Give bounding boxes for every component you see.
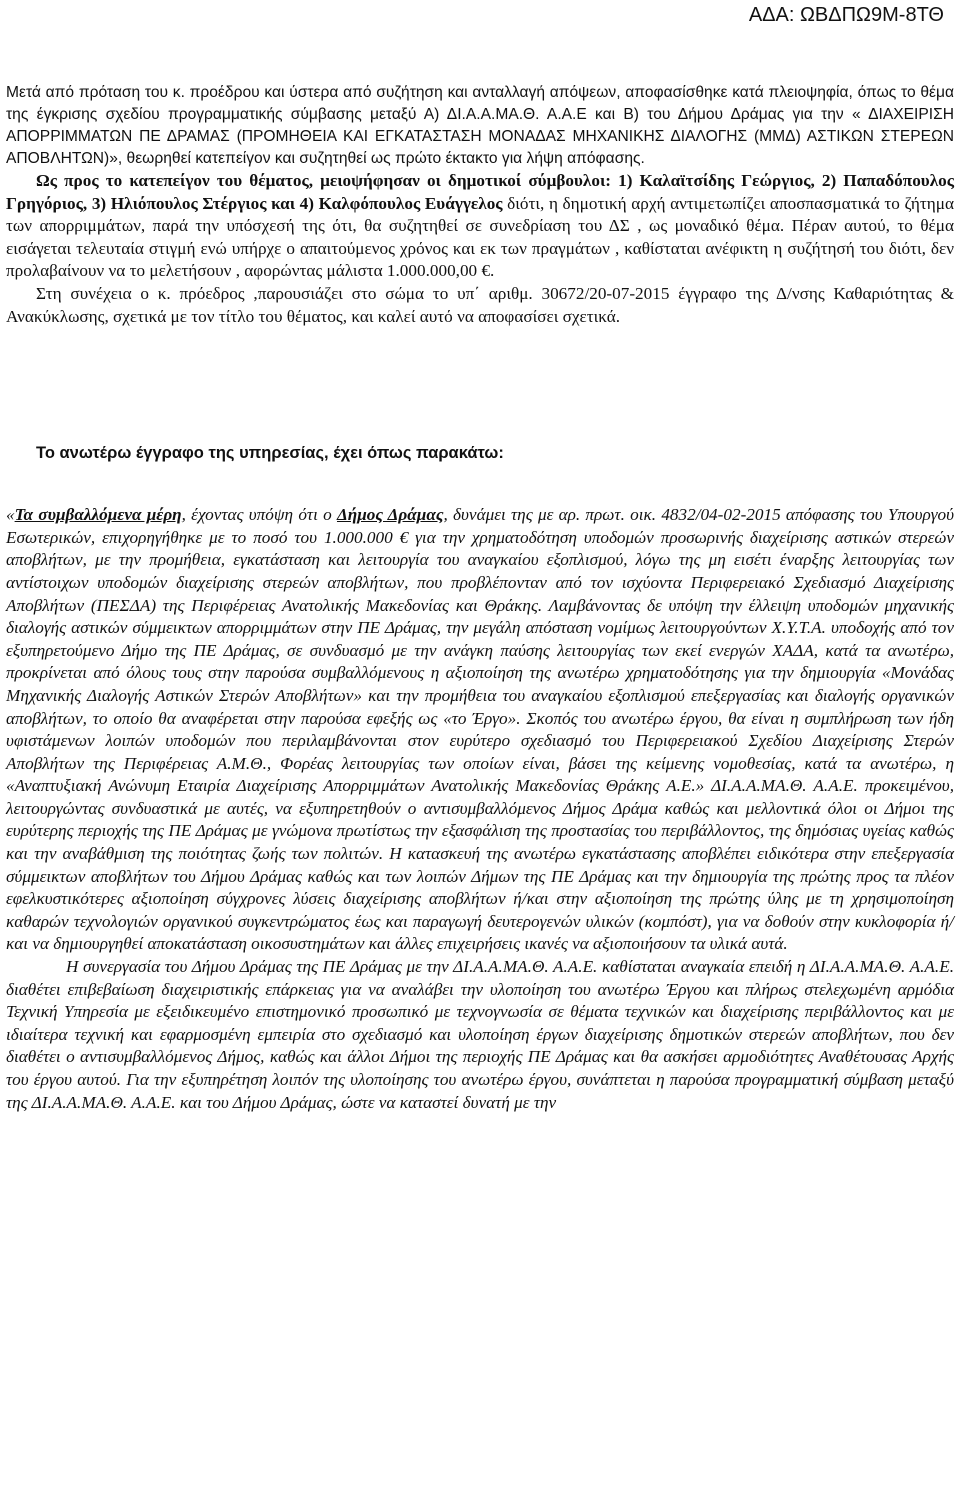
urgency-bold-text: Ως προς το κατεπείγον του θέματος, μειοψήφησαν οι δημοτικοί σύμβουλοι: 1) Καλαϊτσίδης Γεώργιος, 2) Παπαδόπουλος Γρηγόριος, 3) Ηλιόπουλος Στέργιος και 4) Καλφόπουλος Ευάγγελος xyxy=(6,171,954,213)
agreement-paragraph-1 xyxy=(6,504,954,956)
agreement-paragraph-2: Η συνεργασία του Δήμου Δράμας της ΠΕ Δράμας με την ΔΙ.Α.Α.ΜΑ.Θ. Α.Α.Ε. καθίσταται αναγκαία επειδή η ΔΙ.Α.Α.ΜΑ.Θ. Α.Α.Ε. διαθέτει επιβεβαίωση διαχειριστικής επάρκειας για να αναλάβει την υλοποίηση του ανωτέρω Έργου και πλήρως στελεχωμένη αρμόδια Τεχνική Υπηρεσία με εξειδικευμένο επιστημονικό προσωπικό με τεχνογνωσία σε θέματα τεχνικών και διαχείρισης περιβάλλοντος και με ιδιαίτερα τεχνική και εφαρμοσμένη εμπειρία στο σχεδιασμό και υλοποίηση έργων διαχείρισης δημοτικών στερεών αποβλήτων, που δεν διαθέτει ο αντισυμβαλλόμενος Δήμος, καθώς και άλλοι Δήμοι της περιοχής ΠΕ Δράμας και θα ασκήσει αρμοδιότητες Αναθέτουσας Αρχής του έργου αυτού. Για την εξυπηρέτηση λοιπόν της υλοποίησης του ανωτέρω έργου, συνάπτεται η παρούσα προγραμματική σύμβαση μεταξύ της ΔΙ.Α.Α.ΜΑ.Θ. Α.Α.Ε. και του Δήμου Δράμας, ώστε να καταστεί δυνατή με την xyxy=(6,957,954,1112)
intro-paragraph: Μετά από πρόταση του κ. προέδρου και ύστερα από συζήτηση και ανταλλαγή απόψεων, αποφασίσθηκε κατά πλειοψηφία, όπως το θέμα της έγκρισης σχεδίου προγραμματικής σύμβασης μεταξύ Α) ΔΙ.Α.Α.ΜΑ.Θ. Α.Α.Ε και Β) του Δήμου Δράμας για την « ΔΙΑΧΕΙΡΙΣΗ ΑΠΟΡΡΙΜΜΑΤΩΝ ΠΕ ΔΡΑΜΑΣ (ΠΡΟΜΗΘΕΙΑ ΚΑΙ ΕΓΚΑΤΑΣΤΑΣΗ ΜΟΝΑΔΑΣ ΜΗΧΑΝΙΚΗΣ ΔΙΑΛΟΓΗΣ (ΜΜΔ) ΑΣΤΙΚΩΝ ΣΤΕΡΕΩΝ ΑΠΟΒΛΗΤΩΝ)», θεωρηθεί κατεπείγον και συζητηθεί ως πρώτο έκτακτο για λήψη απόφασης. xyxy=(6,84,954,167)
urgency-text: διότι, η δημοτική αρχή αντιμετωπίζει αποσπασματικά το ζήτημα των απορριμμάτων, παρά την υπόσχεσή της ότι, θα συζητηθεί σε συνεδρίαση του ΔΣ , ως μοναδικό θέμα. Πέραν αυτού, το θέμα εισάγεται τελευταία στιγμή ενώ υπήρχε ο απαιτούμενος χρόνος και εκ των πραγμάτων , καθίσταται ανέφικτη η συζήτησή του διότι, δεν προλαβαίνουν να το μελετήσουν , αφορώντας μάλιστα 1.000.000,00 €. xyxy=(6,193,954,281)
quote-open: « xyxy=(6,505,15,525)
contracting-parties: Τα συμβαλλόμενα μέρη xyxy=(14,505,182,525)
document-heading: Το ανωτέρω έγγραφο της υπηρεσίας, έχει όπως παρακάτω: xyxy=(36,444,504,463)
municipality-drama: Δήμος Δράμας xyxy=(336,505,444,525)
agreement-text xyxy=(6,504,954,1114)
document-page xyxy=(6,82,954,1114)
ada-code: ΑΔΑ: ΩΒΔΠΩ9Μ-8ΤΘ xyxy=(748,4,944,26)
agreement-mid: , έχοντας υπόψη ότι ο xyxy=(181,505,337,525)
agreement-body: , δυνάμει της με αρ. πρωτ. οικ. 4832/04-02-2015 απόφασης του Υπουργού Εσωτερικών, επιχορηγήθηκε με το ποσό του 1.000.000 € για την χρηματοδότηση υποδομών προσωρινής διαχείρισης αστικών στερεών αποβλήτων, με την προμήθεια, εγκατάσταση και λειτουργία του αναγκαίου εξοπλισμού, λόγω της μη εισέτι έναρξης λειτουργίας των αντίστοιχων υποδομών διαχείρισης στερεών αποβλήτων, που προβλέπονταν από τον ισχύοντα Περιφερειακό Σχεδιασμό Διαχείρισης Αποβλήτων (ΠΕΣΔΑ) της Περιφέρειας Ανατολικής Μακεδονίας και Θράκης. Λαμβάνοντας δε υπόψη την έλλειψη υποδομών μηχανικής διαλογής αστικών σύμμεικτων απορριμμάτων στην ΠΕ Δράμας, την μεγάλη απόσταση νομίμως λειτουργούντων Χ.Υ.Τ.Α. υποδοχής από τον εξυπηρετούμενο Δήμο της ΠΕ Δράμας, σε συνδυασμό με την ανάγκη παύσης λειτουργίας των εκεί ενεργών ΧΑΔΑ, κατά τα ανωτέρω, προκρίνεται από όλους τους στην παρούσα συμβαλλόμενους η αξιοποίηση της ανωτέρω χρηματοδότησης για την δημιουργία «Μονάδας Μηχανικής Διαλογής Αστικών Στερών Αποβλήτων» και την προμήθεια του αναγκαίου εξοπλισμού επεξεργασίας και διαλογής οργανικών αποβλήτων, το οποίο θα αναφέρεται στην παρούσα εφεξής ως «το Έργο». Σκοπός του ανωτέρω έργου, θα είναι η συμπλήρωση των ήδη υφιστάμενων λοιπών υποδομών που περιλαμβάνονται στον ευρύτερο σχεδιασμό του Περιφερειακού Σχεδίου Διαχείρισης Στερών Αποβλήτων της Περιφέρειας Α.Μ.Θ., Φορέας λειτουργίας των οποίων είναι, βάσει της κείμενης νομοθεσίας, κατά τα ανωτέρω, η «Αναπτυξιακή Ανώνυμη Εταιρία Διαχείρισης Απορριμμάτων Ανατολικής Μακεδονίας Θράκης Α.Ε.» ΔΙ.Α.Α.ΜΑ.Θ. Α.Α.Ε. προκειμένου, λειτουργώντας συνδυαστικά με αυτές, να εξυπηρετηθούν ο αντισυμβαλλόμενος Δήμος Δράμα καθώς και μελλοντικά όλοι οι Δήμοι της ευρύτερης περιοχής της ΠΕ Δράμας με γνώμονα πρωτίστως την εξασφάλιση της προστασίας του περιβάλλοντος, της δημόσιας υγείας καθώς και την αναβάθμιση της ποιότητας ζωής των πολιτών. Η κατασκευή της ανωτέρω εγκατάστασης αποβλέπει ειδικότερα στην επεξεργασία σύμμεικτων αποβλήτων του Δήμου Δράμας καθώς και των λοιπών Δήμων της ΠΕ Δράμας και την δημιουργία της πρώτης προς τα πλέον εφελκυστικότερες αξιοποίηση σύγχρονες λύσεις διαχείρισης αποβλήτων ή/και στην αξιοποίηση της πρώτης ύλης με τη χρησιμοποίηση καθαρών τεχνολογιών οργανικού συγκεντρώματος έως και παραγωγή δευτερογενών υλικών (κομπόστ), για να δοθούν στην κυκλοφορία ή/και να δημιουργηθεί αποκατάσταση οικοσυστημάτων και άλλες επιχειρήσεις ικανές να αξιοποιήσουν τα υλικά αυτά. xyxy=(6,505,954,954)
urgency-paragraph xyxy=(6,170,954,283)
continuation-paragraph: Στη συνέχεια ο κ. πρόεδρος ,παρουσιάζει στο σώμα το υπ΄ αριθμ. 30672/20-07-2015 έγγραφο της Δ/νσης Καθαριότητας & Ανακύκλωσης, σχετικά με τον τίτλο του θέματος, και καλεί αυτό να αποφασίσει σχετικά. xyxy=(6,283,954,326)
